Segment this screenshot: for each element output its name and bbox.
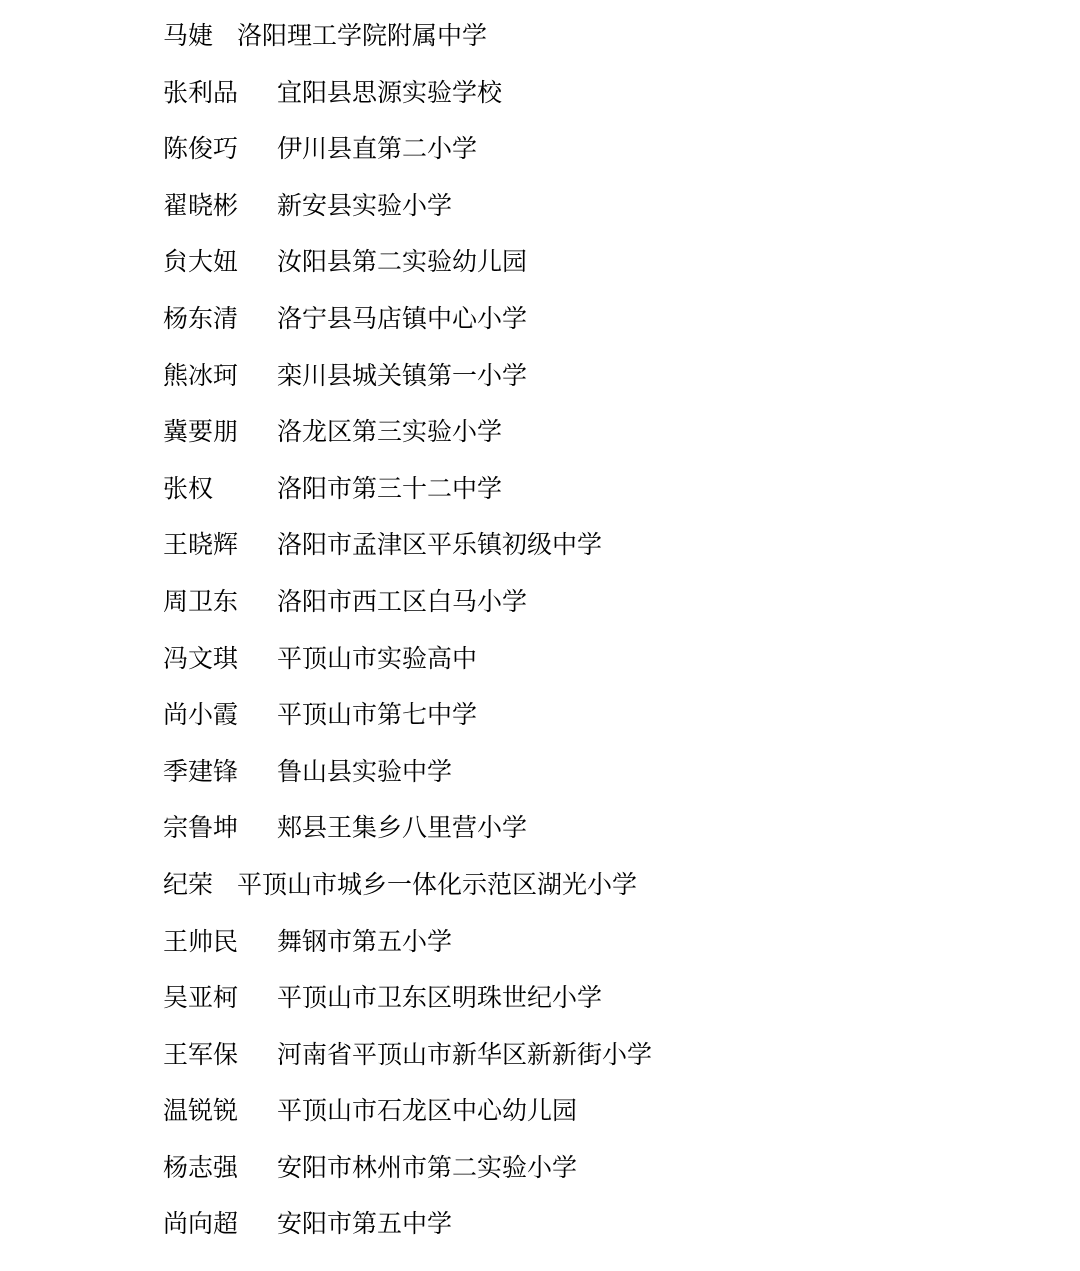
school-name: 洛龙区第三实验小学 [277,417,503,447]
person-name: 尚小霞 [163,700,239,730]
school-name: 平顶山市城乡一体化示范区湖光小学 [237,869,638,899]
list-item [163,804,652,861]
person-name: 季建锋 [163,756,239,786]
person-name: 张权 [163,473,214,503]
list-item [163,918,652,975]
list-item [163,408,652,465]
list-item [163,295,652,352]
school-name: 洛阳理工学院附属中学 [237,21,488,50]
list-item [163,352,652,409]
person-name: 周卫东 [163,586,239,616]
person-name: 熊冰珂 [163,360,239,390]
school-name: 伊川县直第二小学 [277,134,478,164]
school-name: 河南省平顶山市新华区新新街小学 [277,1039,653,1069]
person-name: 王军保 [163,1039,239,1069]
list-item [163,12,652,69]
school-name: 鲁山县实验中学 [277,756,453,786]
school-name: 汝阳县第二实验幼儿园 [277,247,528,277]
list-item [163,578,652,635]
school-name: 洛阳市孟津区平乐镇初级中学 [277,530,603,560]
list-item [163,238,652,295]
person-name: 翟晓彬 [163,190,239,220]
school-name: 洛宁县马店镇中心小学 [277,303,528,333]
person-name: 尚向超 [163,1209,239,1239]
school-name: 洛阳市第三十二中学 [277,473,503,503]
list-item [163,1144,652,1201]
list-item [163,521,652,578]
school-name: 安阳市第五中学 [277,1209,453,1239]
person-name: 王帅民 [163,926,239,956]
school-name: 平顶山市第七中学 [277,700,478,730]
school-name: 郏县王集乡八里营小学 [277,813,528,843]
person-name: 宗鲁坤 [163,813,239,843]
school-name: 平顶山市卫东区明珠世纪小学 [277,983,603,1013]
person-name: 杨东清 [163,303,239,333]
list-item [163,1031,652,1088]
school-name: 平顶山市实验高中 [277,643,478,673]
person-name: 张利品 [163,77,239,107]
list-item [163,974,652,1031]
person-name: 冀要朋 [163,417,239,447]
person-name: 纪荣 [163,869,214,899]
list-item [163,1200,652,1257]
school-name: 新安县实验小学 [277,190,453,220]
list-item [163,861,652,918]
school-name: 平顶山市石龙区中心幼儿园 [277,1096,578,1126]
school-name: 舞钢市第五小学 [277,926,453,956]
school-name: 洛阳市西工区白马小学 [277,586,528,616]
person-name: 温锐锐 [163,1096,239,1126]
list-item [163,69,652,126]
list-item [163,748,652,805]
person-name: 贠大妞 [163,247,239,277]
person-name: 王晓辉 [163,530,239,560]
list-item [163,465,652,522]
person-name: 冯文琪 [163,643,239,673]
list-item [163,1087,652,1144]
list-item [163,182,652,239]
list-item [163,125,652,182]
school-name: 栾川县城关镇第一小学 [277,360,528,390]
school-name: 宜阳县思源实验学校 [277,77,503,107]
person-name: 陈俊巧 [163,134,239,164]
list-item [163,635,652,692]
person-name: 马婕 [163,21,214,50]
person-name: 杨志强 [163,1152,239,1182]
school-name: 安阳市林州市第二实验小学 [277,1152,578,1182]
person-name: 吴亚柯 [163,983,239,1013]
list-item [163,691,652,748]
teacher-school-list [163,12,652,1257]
